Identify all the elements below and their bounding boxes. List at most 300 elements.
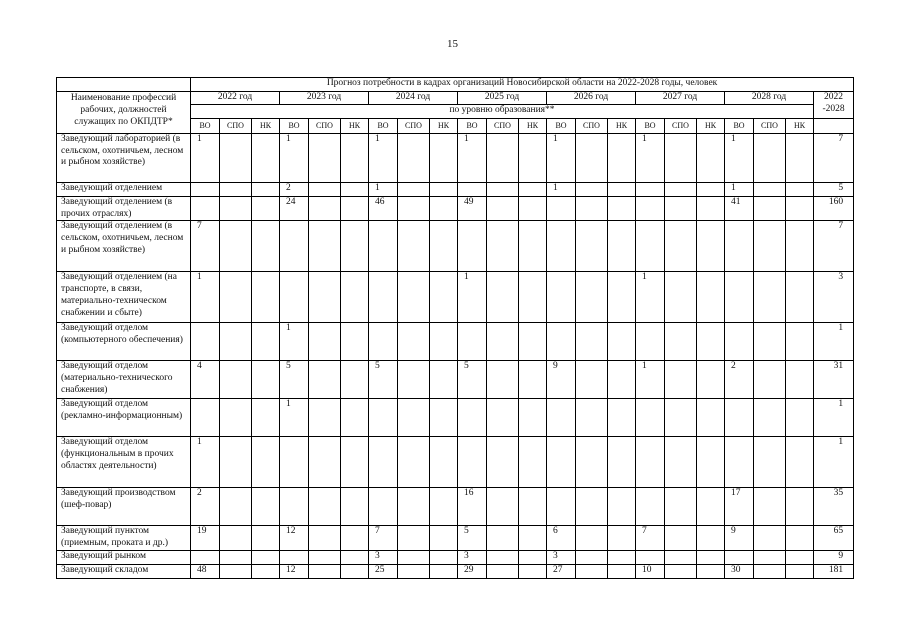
value-cell [576, 564, 608, 578]
value-cell: 5 [369, 361, 398, 399]
value-cell [487, 399, 519, 437]
value-cell [665, 323, 697, 361]
value-cell [754, 488, 786, 526]
value-cell [608, 196, 636, 221]
value-cell [220, 221, 252, 272]
year-header-2022: 2022 год [191, 92, 280, 105]
level-header-2023-spo: СПО [309, 118, 341, 133]
profession-column-header: Наименование профессий рабочих, должностей служащих по ОКПДТР* [57, 92, 191, 134]
value-cell [252, 550, 280, 564]
value-cell [608, 221, 636, 272]
row-total: 160 [814, 196, 854, 221]
year-header-2027: 2027 год [636, 92, 725, 105]
value-cell: 1 [280, 399, 309, 437]
row-total: 1 [814, 323, 854, 361]
value-cell [430, 437, 458, 488]
value-cell [608, 323, 636, 361]
value-cell [725, 399, 754, 437]
value-cell [309, 550, 341, 564]
value-cell: 24 [280, 196, 309, 221]
level-header-2026-nk: НК [608, 118, 636, 133]
value-cell [608, 272, 636, 323]
value-cell [636, 323, 665, 361]
value-cell [458, 399, 487, 437]
value-cell [341, 182, 369, 196]
value-cell [252, 272, 280, 323]
value-cell [280, 437, 309, 488]
profession-name: Заведующий отделом (материально-технического снабжения) [57, 361, 191, 399]
value-cell [754, 221, 786, 272]
table-row [57, 361, 854, 399]
value-cell [697, 526, 725, 551]
row-total: 9 [814, 550, 854, 564]
value-cell [576, 526, 608, 551]
value-cell [754, 182, 786, 196]
value-cell [754, 564, 786, 578]
value-cell [697, 488, 725, 526]
value-cell [608, 361, 636, 399]
value-cell: 46 [369, 196, 398, 221]
value-cell [547, 437, 576, 488]
value-cell [665, 437, 697, 488]
value-cell [786, 399, 814, 437]
value-cell [430, 182, 458, 196]
value-cell [519, 323, 547, 361]
value-cell [608, 437, 636, 488]
value-cell [398, 526, 430, 551]
value-cell [697, 550, 725, 564]
value-cell [191, 399, 220, 437]
level-header-2024-spo: СПО [398, 118, 430, 133]
value-cell [430, 361, 458, 399]
value-cell [430, 488, 458, 526]
value-cell: 1 [369, 182, 398, 196]
value-cell [576, 550, 608, 564]
year-header-2026: 2026 год [547, 92, 636, 105]
value-cell [786, 221, 814, 272]
value-cell [487, 488, 519, 526]
value-cell [608, 182, 636, 196]
value-cell: 1 [191, 272, 220, 323]
value-cell: 1 [280, 133, 309, 182]
value-cell [220, 323, 252, 361]
value-cell [697, 196, 725, 221]
value-cell [487, 361, 519, 399]
value-cell [341, 221, 369, 272]
table-row [57, 550, 854, 564]
value-cell [191, 323, 220, 361]
value-cell [252, 361, 280, 399]
value-cell [430, 272, 458, 323]
value-cell [754, 399, 786, 437]
value-cell [636, 182, 665, 196]
value-cell [458, 437, 487, 488]
value-cell [220, 488, 252, 526]
value-cell [341, 361, 369, 399]
value-cell [576, 272, 608, 323]
value-cell [786, 361, 814, 399]
year-header-2028: 2028 год [725, 92, 814, 105]
value-cell [519, 437, 547, 488]
table-row [57, 196, 854, 221]
value-cell [398, 182, 430, 196]
value-cell [725, 437, 754, 488]
value-cell [430, 133, 458, 182]
value-cell: 5 [458, 526, 487, 551]
value-cell [309, 272, 341, 323]
profession-name: Заведующий отделением (в сельском, охотничьем, лесном и рыбном хозяйстве) [57, 221, 191, 272]
value-cell [665, 221, 697, 272]
value-cell [369, 399, 398, 437]
value-cell [725, 221, 754, 272]
value-cell [487, 323, 519, 361]
value-cell [309, 488, 341, 526]
value-cell [665, 564, 697, 578]
value-cell [786, 323, 814, 361]
level-header-2028-nk: НК [786, 118, 814, 133]
value-cell [398, 272, 430, 323]
value-cell [398, 361, 430, 399]
value-cell [430, 196, 458, 221]
level-header-2023-nk: НК [341, 118, 369, 133]
value-cell [309, 399, 341, 437]
value-cell [636, 488, 665, 526]
level-header-total-blank [814, 118, 854, 133]
row-total: 5 [814, 182, 854, 196]
value-cell [220, 272, 252, 323]
level-header-2027-vo: ВО [636, 118, 665, 133]
value-cell [252, 526, 280, 551]
value-cell [430, 323, 458, 361]
table-row [57, 133, 854, 182]
row-total: 1 [814, 437, 854, 488]
value-cell [697, 133, 725, 182]
value-cell [519, 196, 547, 221]
value-cell: 1 [547, 182, 576, 196]
table-title: Прогноз потребности в кадрах организаций Новосибирской области на 2022-2028 годы, человек [191, 78, 854, 92]
value-cell [369, 323, 398, 361]
value-cell [547, 272, 576, 323]
value-cell [309, 182, 341, 196]
value-cell: 30 [725, 564, 754, 578]
value-cell [341, 272, 369, 323]
row-total: 3 [814, 272, 854, 323]
value-cell [280, 272, 309, 323]
level-header-2023-vo: ВО [280, 118, 309, 133]
row-total: 1 [814, 399, 854, 437]
value-cell [754, 133, 786, 182]
value-cell [252, 182, 280, 196]
value-cell: 2 [725, 361, 754, 399]
value-cell [398, 488, 430, 526]
value-cell [280, 488, 309, 526]
value-cell: 48 [191, 564, 220, 578]
year-header-2023: 2023 год [280, 92, 369, 105]
value-cell [252, 221, 280, 272]
profession-name: Заведующий отделением [57, 182, 191, 196]
value-cell: 10 [636, 564, 665, 578]
value-cell [608, 399, 636, 437]
value-cell [341, 564, 369, 578]
value-cell: 29 [458, 564, 487, 578]
value-cell [341, 399, 369, 437]
value-cell [487, 526, 519, 551]
value-cell: 5 [280, 361, 309, 399]
profession-name: Заведующий отделением (в прочих отраслях) [57, 196, 191, 221]
education-level-caption: по уровню образования** [191, 104, 814, 118]
value-cell [636, 399, 665, 437]
level-header-2025-nk: НК [519, 118, 547, 133]
value-cell [458, 323, 487, 361]
value-cell [341, 550, 369, 564]
value-cell [754, 196, 786, 221]
value-cell [576, 488, 608, 526]
profession-name: Заведующий лабораторией (в сельском, охотничьем, лесном и рыбном хозяйстве) [57, 133, 191, 182]
table-row [57, 272, 854, 323]
value-cell: 9 [547, 361, 576, 399]
value-cell [665, 526, 697, 551]
value-cell: 16 [458, 488, 487, 526]
value-cell [786, 272, 814, 323]
value-cell [786, 437, 814, 488]
value-cell [398, 133, 430, 182]
value-cell [576, 221, 608, 272]
value-cell: 12 [280, 564, 309, 578]
row-total: 7 [814, 221, 854, 272]
value-cell [519, 221, 547, 272]
value-cell [786, 488, 814, 526]
profession-name: Заведующий отделом (рекламно-информационным) [57, 399, 191, 437]
value-cell [665, 399, 697, 437]
value-cell [576, 437, 608, 488]
value-cell [280, 221, 309, 272]
value-cell [636, 437, 665, 488]
value-cell: 1 [636, 272, 665, 323]
value-cell: 41 [725, 196, 754, 221]
value-cell [754, 272, 786, 323]
year-header-2024: 2024 год [369, 92, 458, 105]
value-cell [519, 564, 547, 578]
level-header-2024-vo: ВО [369, 118, 398, 133]
value-cell [252, 488, 280, 526]
value-cell: 1 [458, 272, 487, 323]
value-cell [487, 182, 519, 196]
value-cell [519, 399, 547, 437]
level-header-2025-vo: ВО [458, 118, 487, 133]
value-cell [576, 133, 608, 182]
value-cell [636, 196, 665, 221]
profession-name: Заведующий отделом (компьютерного обеспечения) [57, 323, 191, 361]
value-cell [725, 550, 754, 564]
table-row [57, 437, 854, 488]
value-cell [458, 221, 487, 272]
value-cell [519, 526, 547, 551]
value-cell [430, 399, 458, 437]
table-row [57, 323, 854, 361]
value-cell [341, 133, 369, 182]
profession-name: Заведующий производством (шеф-повар) [57, 488, 191, 526]
value-cell [725, 272, 754, 323]
table-row [57, 399, 854, 437]
value-cell [547, 399, 576, 437]
profession-name: Заведующий пунктом (приемным, проката и др.) [57, 526, 191, 551]
value-cell [398, 564, 430, 578]
value-cell: 1 [458, 133, 487, 182]
value-cell [220, 182, 252, 196]
value-cell [369, 488, 398, 526]
value-cell: 1 [191, 437, 220, 488]
value-cell [398, 221, 430, 272]
value-cell [309, 133, 341, 182]
value-cell: 27 [547, 564, 576, 578]
row-total: 65 [814, 526, 854, 551]
value-cell: 3 [458, 550, 487, 564]
value-cell [220, 361, 252, 399]
value-cell [608, 564, 636, 578]
value-cell [519, 488, 547, 526]
value-cell [636, 221, 665, 272]
value-cell [430, 564, 458, 578]
value-cell [191, 182, 220, 196]
year-header-2025: 2025 год [458, 92, 547, 105]
value-cell [697, 564, 725, 578]
value-cell: 1 [725, 133, 754, 182]
value-cell: 1 [547, 133, 576, 182]
value-cell [398, 437, 430, 488]
table-row [57, 221, 854, 272]
value-cell [608, 488, 636, 526]
row-total: 35 [814, 488, 854, 526]
level-header-2022-nk: НК [252, 118, 280, 133]
value-cell [519, 182, 547, 196]
value-cell: 17 [725, 488, 754, 526]
value-cell [398, 196, 430, 221]
value-cell [576, 361, 608, 399]
level-header-2024-nk: НК [430, 118, 458, 133]
value-cell: 2 [191, 488, 220, 526]
value-cell [754, 323, 786, 361]
value-cell [786, 550, 814, 564]
value-cell [341, 488, 369, 526]
value-cell: 25 [369, 564, 398, 578]
value-cell [665, 272, 697, 323]
level-header-2026-vo: ВО [547, 118, 576, 133]
value-cell [341, 437, 369, 488]
value-cell [754, 437, 786, 488]
value-cell [665, 196, 697, 221]
table-row [57, 564, 854, 578]
value-cell [220, 437, 252, 488]
value-cell: 1 [280, 323, 309, 361]
value-cell [398, 323, 430, 361]
value-cell [458, 182, 487, 196]
table-row [57, 182, 854, 196]
value-cell [519, 550, 547, 564]
value-cell: 12 [280, 526, 309, 551]
value-cell [430, 550, 458, 564]
value-cell [665, 182, 697, 196]
value-cell [487, 272, 519, 323]
profession-name: Заведующий отделом (функциональным в прочих областях деятельности) [57, 437, 191, 488]
value-cell [309, 526, 341, 551]
profession-name: Заведующий отделением (на транспорте, в связи, материально-техническом снабжении и сбыте) [57, 272, 191, 323]
value-cell: 3 [369, 550, 398, 564]
value-cell [220, 399, 252, 437]
profession-name: Заведующий складом [57, 564, 191, 578]
value-cell [487, 196, 519, 221]
value-cell [786, 526, 814, 551]
value-cell [220, 564, 252, 578]
value-cell [369, 437, 398, 488]
value-cell: 1 [191, 133, 220, 182]
row-total: 31 [814, 361, 854, 399]
value-cell [547, 323, 576, 361]
value-cell: 6 [547, 526, 576, 551]
value-cell: 1 [636, 133, 665, 182]
value-cell [252, 437, 280, 488]
value-cell [220, 550, 252, 564]
value-cell [547, 488, 576, 526]
value-cell: 49 [458, 196, 487, 221]
value-cell [519, 133, 547, 182]
level-header-2028-spo: СПО [754, 118, 786, 133]
value-cell [398, 550, 430, 564]
total-column-header: 2022 -2028 [814, 92, 854, 119]
value-cell: 7 [191, 221, 220, 272]
value-cell [341, 196, 369, 221]
value-cell [665, 361, 697, 399]
value-cell [487, 133, 519, 182]
value-cell [636, 550, 665, 564]
value-cell [487, 221, 519, 272]
value-cell [369, 272, 398, 323]
value-cell [191, 550, 220, 564]
value-cell: 19 [191, 526, 220, 551]
value-cell [754, 526, 786, 551]
value-cell [754, 550, 786, 564]
level-header-2025-spo: СПО [487, 118, 519, 133]
value-cell [547, 196, 576, 221]
value-cell [697, 272, 725, 323]
header-blank-cell [57, 78, 191, 92]
level-header-2027-spo: СПО [665, 118, 697, 133]
value-cell [665, 488, 697, 526]
value-cell [487, 564, 519, 578]
value-cell [309, 361, 341, 399]
value-cell [665, 550, 697, 564]
table-row [57, 488, 854, 526]
value-cell [369, 221, 398, 272]
value-cell [341, 526, 369, 551]
value-cell: 2 [280, 182, 309, 196]
table-row [57, 526, 854, 551]
value-cell [309, 564, 341, 578]
value-cell [608, 550, 636, 564]
value-cell: 9 [725, 526, 754, 551]
value-cell [576, 182, 608, 196]
value-cell: 1 [636, 361, 665, 399]
value-cell [252, 133, 280, 182]
value-cell [487, 550, 519, 564]
level-header-2027-nk: НК [697, 118, 725, 133]
value-cell [398, 399, 430, 437]
value-cell [754, 361, 786, 399]
value-cell [697, 399, 725, 437]
value-cell [220, 133, 252, 182]
value-cell: 7 [636, 526, 665, 551]
value-cell [487, 437, 519, 488]
value-cell [519, 272, 547, 323]
